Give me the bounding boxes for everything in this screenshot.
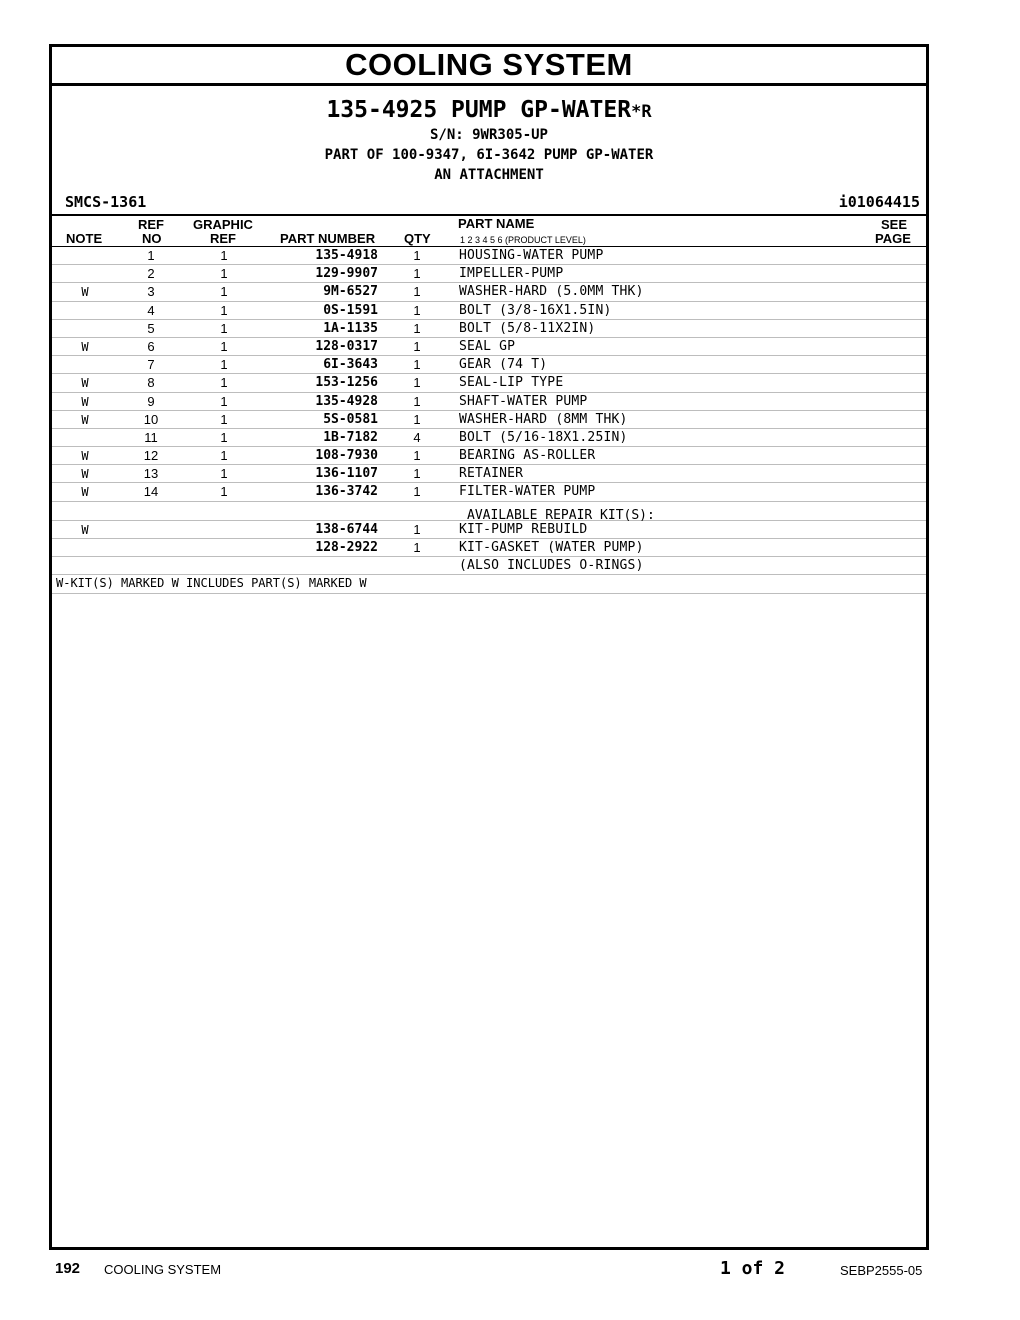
part-name-cell: KIT-PUMP REBUILD: [459, 521, 588, 537]
table-row: [52, 539, 926, 557]
part-number-cell: 128-0317: [315, 338, 378, 354]
part-name-cell: SEAL-LIP TYPE: [459, 375, 564, 391]
ref-no-cell: 10: [143, 411, 159, 427]
part-name-cell: FILTER-WATER PUMP: [459, 484, 596, 500]
part-number-cell: 136-3742: [315, 484, 378, 500]
page-number: 192: [55, 1260, 81, 1277]
note-cell: W: [81, 394, 89, 409]
smcs-row: [52, 192, 926, 216]
table-row: [52, 283, 926, 301]
graphic-ref-cell: 1: [220, 357, 228, 373]
table-row: [52, 521, 926, 539]
part-number-cell: 0S-1591: [323, 302, 378, 318]
table-row: [52, 374, 926, 392]
ref-no-cell: 14: [143, 484, 159, 500]
table-row: [52, 338, 926, 356]
parts-list: [52, 247, 926, 502]
ref-no-cell: 13: [143, 466, 159, 482]
table-row: [52, 356, 926, 374]
repair-kits-header: [52, 502, 926, 521]
note-cell: W: [81, 285, 89, 300]
note-cell: W: [81, 412, 89, 427]
table-row: [52, 320, 926, 338]
ref-no-cell: 11: [144, 429, 158, 445]
qty-cell: 1: [413, 375, 421, 391]
table-row: [52, 302, 926, 320]
ref-no-cell: 7: [147, 357, 155, 373]
graphic-ref-cell: 1: [220, 429, 228, 445]
part-number-cell: 108-7930: [315, 448, 378, 464]
graphic-ref-cell: 1: [220, 338, 228, 354]
qty-cell: 1: [413, 539, 421, 555]
qty-cell: 1: [413, 357, 421, 373]
footer-section: COOLING SYSTEM: [104, 1262, 222, 1277]
graphic-ref-cell: 1: [220, 393, 228, 409]
qty-cell: 1: [413, 320, 421, 336]
ref-no-cell: 9: [147, 393, 155, 409]
serial-number: S/N: 9WR305-UP: [429, 127, 548, 143]
part-name-cell: BOLT (5/8-11X2IN): [459, 320, 596, 336]
table-row: [52, 465, 926, 483]
part-name-cell: (ALSO INCLUDES O-RINGS): [459, 558, 644, 573]
col-note: NOTE: [66, 231, 103, 246]
graphic-ref-cell: 1: [220, 248, 228, 263]
graphic-ref-cell: 1: [220, 284, 228, 300]
part-name-cell: WASHER-HARD (8MM THK): [459, 411, 628, 427]
qty-cell: 1: [413, 411, 421, 427]
qty-cell: 1: [413, 338, 421, 354]
graphic-ref-cell: 1: [220, 266, 228, 282]
document-number: SEBP2555-05: [840, 1263, 923, 1278]
graphic-ref-cell: 1: [220, 484, 228, 500]
column-headers: [52, 216, 926, 247]
qty-cell: 1: [413, 484, 421, 500]
qty-cell: 1: [413, 248, 421, 263]
graphic-ref-cell: 1: [220, 320, 228, 336]
part-name-cell: BOLT (3/8-16X1.5IN): [459, 302, 612, 318]
kit-note-text: W-KIT(S) MARKED W INCLUDES PART(S) MARKED W: [56, 576, 367, 591]
ref-no-cell: 1: [147, 248, 155, 263]
qty-cell: 4: [413, 429, 421, 445]
part-number-cell: 1A-1135: [323, 320, 378, 336]
section-title: COOLING SYSTEM: [52, 47, 926, 86]
col-part-name: PART NAME: [458, 216, 535, 231]
table-row: [52, 483, 926, 501]
table-row: [52, 557, 926, 575]
col-ref-bottom: NO: [142, 231, 162, 246]
col-ref-top: REF: [138, 217, 164, 232]
part-of: PART OF 100-9347, 6I-3642 PUMP GP-WATER: [324, 147, 654, 163]
group-title: [52, 97, 926, 125]
part-number-cell: 138-6744: [315, 521, 378, 537]
part-name-cell: BEARING AS-ROLLER: [459, 448, 596, 464]
note-cell: W: [81, 467, 89, 482]
sheet-indicator: 1 of 2: [720, 1258, 786, 1279]
part-number-cell: 135-4928: [315, 393, 378, 409]
graphic-ref-cell: 1: [220, 466, 228, 482]
page-footer: [55, 1258, 925, 1284]
ref-no-cell: 5: [147, 320, 155, 336]
part-number-cell: 129-9907: [315, 266, 378, 282]
kit-note: [52, 575, 926, 594]
parts-page-frame: [49, 44, 929, 1250]
part-number-cell: 153-1256: [315, 375, 378, 391]
part-number-cell: 135-4918: [315, 248, 378, 263]
col-product-level: 1 2 3 4 5 6 (PRODUCT LEVEL): [460, 235, 586, 245]
col-graphic-top: GRAPHIC: [193, 217, 253, 232]
note-cell: W: [81, 376, 89, 391]
table-row: [52, 247, 926, 265]
kits-list: [52, 521, 926, 576]
note-cell: W: [81, 449, 89, 464]
ref-no-cell: 3: [147, 284, 155, 300]
group-title-text: 135-4925 PUMP GP-WATER: [326, 97, 632, 123]
table-row: [52, 393, 926, 411]
part-name-cell: IMPELLER-PUMP: [459, 266, 564, 282]
graphic-ref-cell: 1: [220, 302, 228, 318]
illustration-id: i01064415: [838, 193, 920, 211]
part-number-cell: 128-2922: [315, 539, 378, 555]
ref-no-cell: 6: [147, 338, 155, 354]
note-cell: W: [81, 339, 89, 354]
graphic-ref-cell: 1: [220, 411, 228, 427]
col-qty: QTY: [404, 231, 431, 246]
part-number-cell: 1B-7182: [323, 429, 378, 445]
part-name-cell: SHAFT-WATER PUMP: [459, 393, 588, 409]
qty-cell: 1: [413, 266, 421, 282]
qty-cell: 1: [413, 284, 421, 300]
attachment-label: AN ATTACHMENT: [434, 167, 544, 183]
part-number-cell: 6I-3643: [323, 357, 378, 373]
qty-cell: 1: [413, 466, 421, 482]
table-row: [52, 429, 926, 447]
table-row: [52, 265, 926, 283]
part-name-cell: BOLT (5/16-18X1.25IN): [459, 429, 628, 445]
table-row: [52, 447, 926, 465]
qty-cell: 1: [413, 393, 421, 409]
ref-no-cell: 12: [143, 448, 159, 464]
part-name-cell: KIT-GASKET (WATER PUMP): [459, 539, 644, 555]
col-part-number: PART NUMBER: [280, 231, 376, 246]
col-see-top: SEE: [881, 217, 908, 232]
note-cell: W: [81, 485, 89, 500]
part-name-cell: WASHER-HARD (5.0MM THK): [459, 284, 644, 300]
part-name-cell: SEAL GP: [459, 338, 516, 354]
ref-no-cell: 2: [147, 266, 155, 282]
graphic-ref-cell: 1: [220, 375, 228, 391]
qty-cell: 1: [413, 448, 421, 464]
graphic-ref-cell: 1: [220, 448, 228, 464]
qty-cell: 1: [413, 521, 421, 537]
part-number-cell: 9M-6527: [323, 284, 378, 300]
ref-no-cell: 4: [147, 302, 155, 318]
part-name-cell: HOUSING-WATER PUMP: [459, 248, 604, 263]
part-number-cell: 136-1107: [315, 466, 378, 482]
part-name-cell: RETAINER: [459, 466, 524, 482]
part-name-cell: GEAR (74 T): [459, 357, 548, 373]
smcs-code: SMCS-1361: [65, 193, 147, 211]
note-cell: W: [81, 522, 89, 537]
ref-no-cell: 8: [147, 375, 155, 391]
col-graphic-bottom: REF: [210, 231, 236, 246]
group-marker: *R: [631, 102, 652, 122]
col-see-bottom: PAGE: [875, 231, 911, 246]
part-number-cell: 5S-0581: [323, 411, 378, 427]
table-row: [52, 411, 926, 429]
repair-kits-label: AVAILABLE REPAIR KIT(S):: [467, 507, 655, 523]
qty-cell: 1: [413, 302, 421, 318]
